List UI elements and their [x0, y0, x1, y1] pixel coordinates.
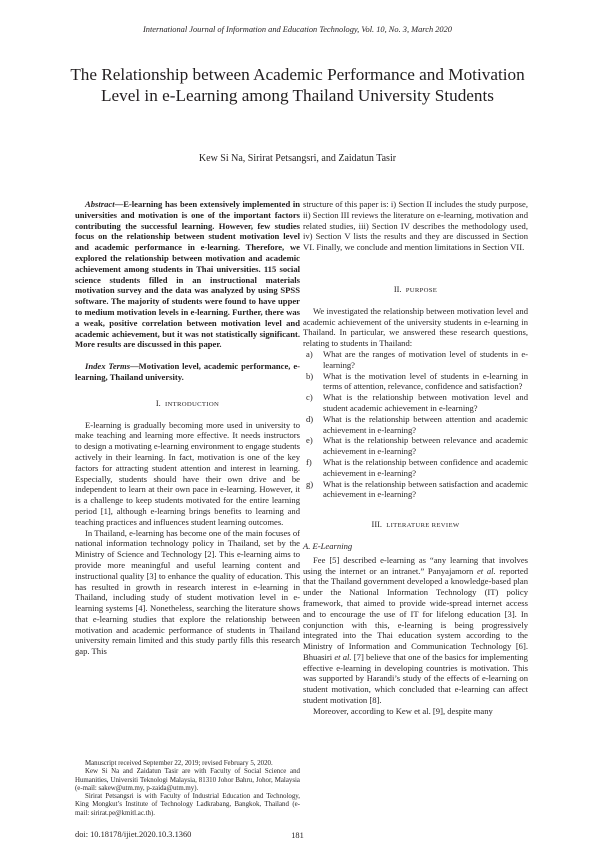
question-marker: f)	[306, 456, 312, 467]
abstract	[75, 199, 300, 350]
literature-text: [7] believe that one of the basics for implementing effective e-learning in developing countries is motivation. This was supported by Harandi’s study of the effects of e-learning on student motivation, which concluded that e-learning can affect student motivation [8].	[303, 651, 528, 706]
index-terms	[75, 361, 300, 383]
manuscript-dates: Manuscript received September 22, 2019; revised February 5, 2020.	[85, 760, 273, 767]
paper-title: The Relationship between Academic Performance and Motivation Level in e-Learning among Thailand University Students	[70, 65, 525, 105]
section-numeral: I.	[155, 398, 161, 408]
research-question	[303, 479, 528, 501]
question-marker: c)	[306, 392, 313, 403]
literature-paragraph-1	[303, 555, 528, 706]
et-al: et al.	[334, 651, 352, 662]
research-question-list	[303, 349, 528, 500]
footnotes	[75, 760, 300, 818]
right-column	[303, 199, 528, 717]
journal-header: International Journal of Information and Education Technology, Vol. 10, No. 3, March 2020	[142, 25, 452, 34]
question-text: What is the relationship between confidence and academic achievement in e-learning?	[323, 456, 528, 478]
section-numeral: III.	[371, 520, 382, 530]
literature-text: reported that the Thailand government developed a knowledge-based plan under the National Information Technology (IT) policy framework, that aimed to provide wide-spread internet access and to encourage the use of IT for lifelong education [3]. In conjunction with this, e-learning is being progressively integrated into the Thai education system according to the Ministry of Information and Communication Technology [6]. Bhuasiri	[303, 565, 528, 662]
section-numeral: II.	[393, 284, 402, 294]
left-column	[75, 199, 300, 657]
purpose-paragraph: We investigated the relationship between motivation level and academic achievement of the university students in e-learning in Thailand. In particular, we answered these research questions, relating to students in Thailand:	[303, 305, 528, 349]
index-terms-label: Index Terms	[85, 361, 131, 372]
section-title: INTRODUCTION	[164, 400, 220, 408]
research-question	[303, 371, 528, 393]
question-marker: g)	[306, 478, 314, 489]
literature-paragraph-2: Moreover, according to Kew et al. [9], despite many	[313, 705, 493, 716]
abstract-label: Abstract	[85, 199, 115, 209]
question-text: What is the relationship between attention and academic achievement in e-learning?	[323, 413, 528, 435]
page-number: 181	[291, 831, 304, 840]
section-heading-introduction	[75, 399, 300, 411]
literature-text: Fee [5] described e-learning as “any learning that involves using the internet or an intranet.” Panyajamorn	[303, 554, 528, 576]
intro-paragraph-2: In Thailand, e-learning has become one of the main focuses of national information technology policy in Thailand, set by the Ministry of Science and Technology [2]. This e-learning aims to provide more meaningful and useful learning content and instructional quality [3] to enhance the quality of education. This has resulted in growth in research interest in e-learning in Thailand, including study of student motivation level in e-learning systems [4]. Nonetheless, searching the literature shows that e-learning studies that explore the relationship between motivation and academic performance of students in Thailand university remain limited and this study partly fills this research gap. This	[75, 527, 300, 657]
author-list: Kew Si Na, Sirirat Petsangsri, and Zaidatun Tasir	[198, 153, 397, 164]
research-question	[303, 392, 528, 414]
question-text: What is the relationship between motivation level and student academic achievement in e-learning?	[323, 392, 528, 413]
research-question	[303, 435, 528, 457]
section-title: LITERATURE REVIEW	[386, 522, 460, 530]
question-text: What is the motivation level of students in e-learning in terms of attention, relevance, confidence and satisfaction?	[323, 370, 528, 392]
et-al: et al.	[476, 565, 496, 576]
question-text: What are the ranges of motivation level of students in e-learning?	[323, 348, 528, 370]
index-terms-text: —Motivation level, academic performance, e-learning, Thailand university.	[75, 361, 301, 382]
section-heading-purpose	[303, 285, 528, 297]
author-affiliation: Sirirat Petsangsri is with Faculty of Industrial Education and Technology, King Mongkut’s Institute of Technology Ladkrabang, Bangkok, Thailand (e-mail: sirirat.pe@kmitl.ac.th).	[75, 793, 300, 817]
research-question	[303, 414, 528, 436]
subsection-heading-e-learning: A. E-Learning	[303, 540, 353, 551]
section-heading-literature-review	[303, 520, 528, 532]
abstract-text: —E-learning has been extensively implemented in universities and motivation is one of the important factors contributing the successful learning. However, few studies focus on the relationship between student motivation level and academic performance in e-learning. Therefore, we explored the relationship between motivation and academic achievement among students in Thai universities. 115 social science students filled in an instructional materials motivation survey and the data was analyzed by using SPSS software. The majority of students were found to have upper to medium motivation levels in e-learning. Further, there was a weak, positive correlation between motivation level and academic achievement, but it was not statistically significant. More results are discussed in this paper.	[75, 199, 300, 350]
question-marker: d)	[306, 413, 314, 424]
question-marker: b)	[306, 370, 314, 381]
intro-paragraph-1: E-learning is gradually becoming more used in university to make teaching and learning more effective. It needs instructors to design a motivating e-learning environment to engage students actively in their learning. In fact, motivation is one of the key factors for attracting student attention and interest in learning. Especially, students should have their own drive and be independent to learn at their own pace in e-learning. However, it is a challenge to keep students motivated for the entire learning period [1], although e-learning brings benefits to learning and teaching practices and influences student learning outcomes.	[75, 419, 300, 527]
research-question	[303, 349, 528, 371]
question-marker: a)	[306, 348, 313, 359]
paper-structure-paragraph: structure of this paper is: i) Section II includes the study purpose, ii) Section III reviews the literature on e-learning, motivation and related studies, iii) Section IV describes the methodology used, iv) Section V lists the results and they are discussed in Section VI. Finally, we conclude and mention limitations in Section VII.	[303, 199, 528, 253]
section-title: PURPOSE	[405, 286, 438, 294]
doi: doi: 10.18178/ijiet.2020.10.3.1360	[75, 830, 192, 839]
question-marker: e)	[306, 435, 313, 446]
question-text: What is the relationship between relevance and academic achievement in e-learning?	[323, 435, 528, 457]
research-question	[303, 457, 528, 479]
author-affiliation: Kew Si Na and Zaidatun Tasir are with Faculty of Social Science and Humanities, Universiti Teknologi Malaysia, 81310 Johor Bahru, Johor, Malaysia (e-mail: sakew@utm.my, p-zaida@utm.my).	[75, 768, 300, 792]
question-text: What is the relationship between satisfaction and academic achievement in e-learning?	[323, 478, 528, 500]
